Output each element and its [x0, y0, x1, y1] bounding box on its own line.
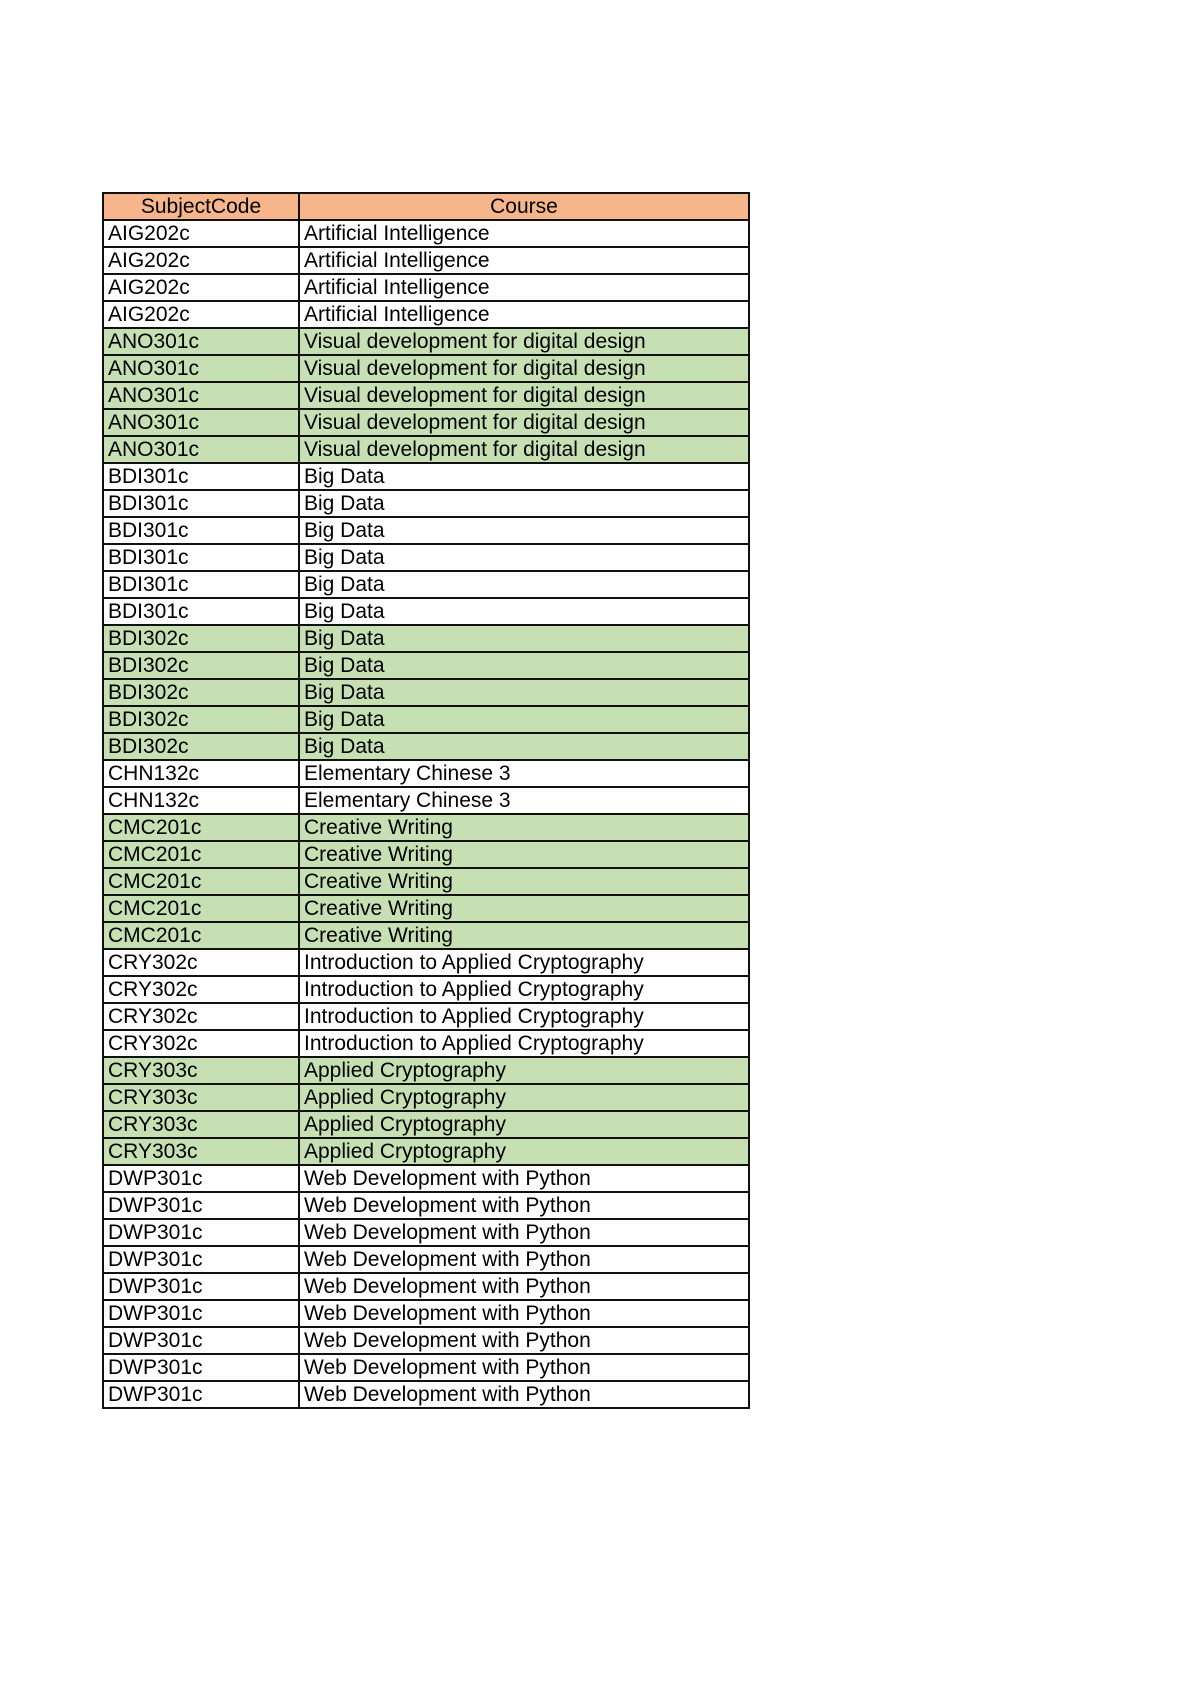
table-row: [103, 1192, 749, 1219]
table-row: [103, 814, 749, 841]
table-row: [103, 490, 749, 517]
subject-code-cell: CRY302c: [103, 1003, 299, 1030]
subject-code-cell: CRY302c: [103, 976, 299, 1003]
table-row: [103, 841, 749, 868]
table-row: [103, 220, 749, 247]
course-cell: Creative Writing: [299, 841, 749, 868]
table-row: [103, 1165, 749, 1192]
subject-code-cell: CMC201c: [103, 895, 299, 922]
table-row: [103, 1246, 749, 1273]
course-cell: Applied Cryptography: [299, 1057, 749, 1084]
course-cell: Big Data: [299, 544, 749, 571]
course-cell: Introduction to Applied Cryptography: [299, 1003, 749, 1030]
course-cell: Introduction to Applied Cryptography: [299, 1030, 749, 1057]
course-cell: Introduction to Applied Cryptography: [299, 949, 749, 976]
table-row: [103, 544, 749, 571]
subject-code-cell: CRY303c: [103, 1057, 299, 1084]
table-row: [103, 1273, 749, 1300]
course-cell: Big Data: [299, 706, 749, 733]
subject-code-cell: CMC201c: [103, 814, 299, 841]
table-row: [103, 571, 749, 598]
course-cell: Big Data: [299, 490, 749, 517]
subject-code-cell: BDI301c: [103, 517, 299, 544]
subject-code-cell: DWP301c: [103, 1192, 299, 1219]
subject-code-cell: CRY302c: [103, 1030, 299, 1057]
course-cell: Visual development for digital design: [299, 409, 749, 436]
table-row: [103, 1111, 749, 1138]
table-row: [103, 787, 749, 814]
subject-code-cell: BDI302c: [103, 625, 299, 652]
subject-code-cell: DWP301c: [103, 1327, 299, 1354]
course-cell: Artificial Intelligence: [299, 274, 749, 301]
course-cell: Web Development with Python: [299, 1327, 749, 1354]
subject-code-cell: BDI302c: [103, 679, 299, 706]
subject-code-cell: BDI301c: [103, 490, 299, 517]
course-cell: Big Data: [299, 598, 749, 625]
course-cell: Big Data: [299, 679, 749, 706]
subject-code-cell: DWP301c: [103, 1219, 299, 1246]
course-cell: Introduction to Applied Cryptography: [299, 976, 749, 1003]
course-cell: Artificial Intelligence: [299, 301, 749, 328]
header-course: Course: [299, 193, 749, 220]
table-row: [103, 1084, 749, 1111]
course-cell: Creative Writing: [299, 868, 749, 895]
subject-code-cell: BDI301c: [103, 598, 299, 625]
course-cell: Web Development with Python: [299, 1165, 749, 1192]
table-row: [103, 1030, 749, 1057]
table-row: [103, 1381, 749, 1408]
course-cell: Big Data: [299, 733, 749, 760]
course-cell: Artificial Intelligence: [299, 247, 749, 274]
subject-code-cell: DWP301c: [103, 1246, 299, 1273]
table-row: [103, 949, 749, 976]
subject-code-cell: ANO301c: [103, 382, 299, 409]
subject-code-cell: CRY302c: [103, 949, 299, 976]
table-row: [103, 355, 749, 382]
course-cell: Visual development for digital design: [299, 382, 749, 409]
course-cell: Web Development with Python: [299, 1192, 749, 1219]
course-cell: Big Data: [299, 652, 749, 679]
subject-code-cell: CMC201c: [103, 841, 299, 868]
course-cell: Big Data: [299, 463, 749, 490]
table-row: [103, 679, 749, 706]
course-cell: Creative Writing: [299, 814, 749, 841]
table-row: [103, 706, 749, 733]
course-cell: Elementary Chinese 3: [299, 760, 749, 787]
course-cell: Visual development for digital design: [299, 355, 749, 382]
table-row: [103, 733, 749, 760]
course-cell: Applied Cryptography: [299, 1111, 749, 1138]
subject-code-cell: AIG202c: [103, 274, 299, 301]
table-row: [103, 976, 749, 1003]
subject-code-cell: CMC201c: [103, 922, 299, 949]
course-cell: Artificial Intelligence: [299, 220, 749, 247]
header-row: [103, 193, 749, 220]
course-cell: Web Development with Python: [299, 1300, 749, 1327]
subject-code-cell: DWP301c: [103, 1273, 299, 1300]
table-row: [103, 625, 749, 652]
table-row: [103, 409, 749, 436]
table-row: [103, 382, 749, 409]
table-row: [103, 1057, 749, 1084]
course-cell: Web Development with Python: [299, 1381, 749, 1408]
subject-code-cell: ANO301c: [103, 355, 299, 382]
subject-code-cell: CRY303c: [103, 1084, 299, 1111]
table-row: [103, 1003, 749, 1030]
subject-code-cell: AIG202c: [103, 220, 299, 247]
subject-code-cell: BDI301c: [103, 571, 299, 598]
subject-code-cell: ANO301c: [103, 436, 299, 463]
subject-code-cell: CHN132c: [103, 760, 299, 787]
subject-code-cell: ANO301c: [103, 409, 299, 436]
subject-code-cell: AIG202c: [103, 301, 299, 328]
subject-code-cell: CRY303c: [103, 1138, 299, 1165]
table-row: [103, 247, 749, 274]
subject-code-cell: BDI302c: [103, 652, 299, 679]
course-cell: Big Data: [299, 571, 749, 598]
table-row: [103, 436, 749, 463]
table-row: [103, 652, 749, 679]
table-body: [103, 220, 749, 1408]
subject-code-cell: BDI301c: [103, 463, 299, 490]
table-row: [103, 1354, 749, 1381]
table-row: [103, 517, 749, 544]
table-row: [103, 463, 749, 490]
subject-code-cell: CRY303c: [103, 1111, 299, 1138]
table-row: [103, 1219, 749, 1246]
subject-code-cell: AIG202c: [103, 247, 299, 274]
table-row: [103, 922, 749, 949]
course-cell: Creative Writing: [299, 922, 749, 949]
course-cell: Big Data: [299, 517, 749, 544]
table-row: [103, 868, 749, 895]
course-cell: Visual development for digital design: [299, 328, 749, 355]
course-cell: Elementary Chinese 3: [299, 787, 749, 814]
subject-course-table: [102, 192, 750, 1409]
course-cell: Applied Cryptography: [299, 1138, 749, 1165]
course-cell: Web Development with Python: [299, 1273, 749, 1300]
subject-code-cell: DWP301c: [103, 1165, 299, 1192]
subject-code-cell: DWP301c: [103, 1354, 299, 1381]
table-row: [103, 1300, 749, 1327]
subject-code-cell: DWP301c: [103, 1381, 299, 1408]
table-row: [103, 760, 749, 787]
subject-code-cell: ANO301c: [103, 328, 299, 355]
table-row: [103, 598, 749, 625]
subject-code-cell: BDI301c: [103, 544, 299, 571]
table-row: [103, 1327, 749, 1354]
table-row: [103, 274, 749, 301]
subject-code-cell: CMC201c: [103, 868, 299, 895]
subject-code-cell: BDI302c: [103, 706, 299, 733]
subject-code-cell: BDI302c: [103, 733, 299, 760]
table-row: [103, 895, 749, 922]
course-cell: Web Development with Python: [299, 1354, 749, 1381]
table-row: [103, 1138, 749, 1165]
course-cell: Web Development with Python: [299, 1219, 749, 1246]
table-row: [103, 328, 749, 355]
table-row: [103, 301, 749, 328]
subject-code-cell: CHN132c: [103, 787, 299, 814]
subject-code-cell: DWP301c: [103, 1300, 299, 1327]
header-subject-code: SubjectCode: [103, 193, 299, 220]
course-cell: Creative Writing: [299, 895, 749, 922]
course-cell: Big Data: [299, 625, 749, 652]
course-cell: Applied Cryptography: [299, 1084, 749, 1111]
course-cell: Visual development for digital design: [299, 436, 749, 463]
course-cell: Web Development with Python: [299, 1246, 749, 1273]
